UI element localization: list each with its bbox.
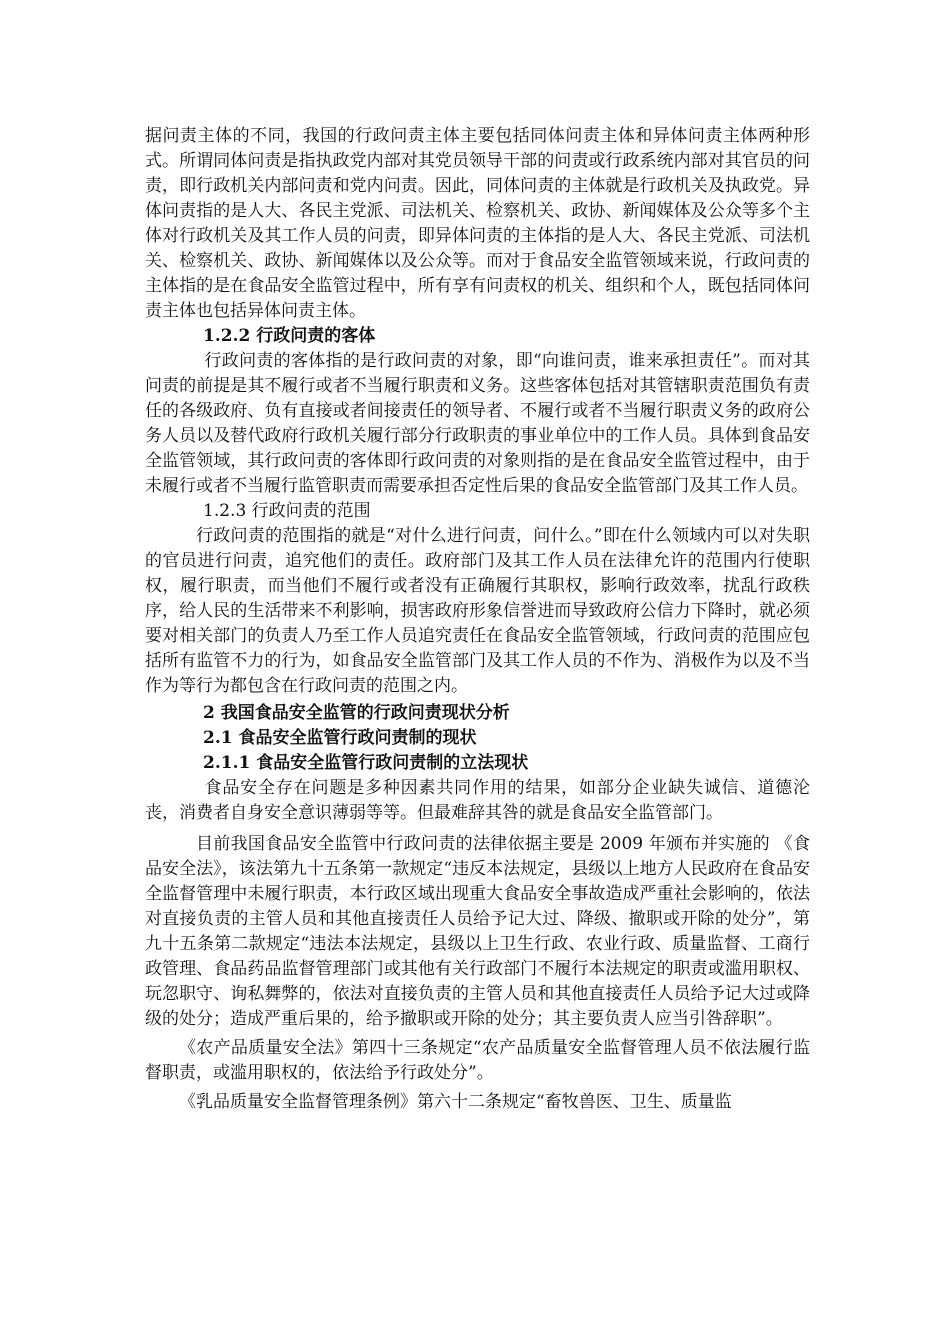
paragraph-agricultural-law: 《农产品质量安全法》第四十三条规定“农产品质量安全监督管理人员不依法履行监督职责，或滥用职权的，依法给予行政处分”。 xyxy=(145,1038,810,1083)
paragraph-legal-basis: 目前我国食品安全监管中行政问责的法律依据主要是 2009 年颁布并实施的 《食品安全法》，该法第九十五条第一款规定“违反本法规定，县级以上地方人民政府在食品安全监督管理中未履行职责，本行政区域出现重大食品安全事故造成严重社会影响的，依法对直接负责的主管人员和其他直接责任人员给予记大过、降级、撤职或开除的处分”，第九十五条第二款规定“违法本法规定，县级以上卫生行政、农业行政、质量监督、工商行政管理、食品药品监督管理部门或其他有关行政部门不履行本法规定的职责或滥用职权、玩忽职守、询私舞弊的，依法对直接负责的主管人员和其他直接责任人员给予记大过或降级的处分；造成严重后果的，给予撤职或开除的处分；其主要负责人应当引咎辞职”。 xyxy=(145,834,810,1029)
paragraph-food-safety-problems: 食品安全存在问题是多种因素共同作用的结果，如部分企业缺失诚信、道德沦丧，消费者自身安全意识薄弱等等。但最难辞其咎的就是食品安全监管部门。 xyxy=(145,778,810,823)
paragraph-accountability-object: 行政问责的客体指的是行政问责的对象，即“向谁问责，谁来承担责任”。而对其问责的前提是其不履行或者不当履行职责和义务。这些客体包括对其管辖职责范围负有责任的各级政府、负有直接或者间接责任的领导者、不履行或者不当履行职责义务的政府公务人员以及替代政府行政机关履行部分行政职责的事业单位中的工作人员。具体到食品安全监管领域，其行政问责的客体即行政问责的对象则指的是在食品安全监管过程中，由于未履行或者不当履行监管职责而需要承担否定性后果的食品安全监管部门及其工作人员。 xyxy=(145,351,810,496)
paragraph-accountability-scope: 行政问责的范围指的就是“对什么进行问责，问什么。”即在什么领域内可以对失职的官员进行问责，追究他们的责任。政府部门及其工作人员在法律允许的范围内行使职权，履行职责，而当他们不履行或者没有正确履行其职权，影响行政效率，扰乱行政秩序，给人民的生活带来不利影响，损害政府形象信誉进而导致政府公信力下降时，就必须要对相关部门的负责人乃至工作人员追究责任在食品安全监管领域，行政问责的范围应包括所有监管不力的行为，如食品安全监管部门及其工作人员的不作为、消极作为以及不当作为等行为都包含在行政问责的范围之内。 xyxy=(145,526,810,696)
heading-2-1: 2.1 食品安全监管行政问责制的现状 xyxy=(203,728,477,748)
heading-2: 2 我国食品安全监管的行政问责现状分析 xyxy=(203,703,510,723)
heading-1-2-3: 1.2.3 行政问责的范围 xyxy=(203,501,371,521)
document-page xyxy=(145,124,810,1115)
heading-2-1-1: 2.1.1 食品安全监管行政问责制的立法现状 xyxy=(203,753,529,773)
heading-1-2-2: 1.2.2 行政问责的客体 xyxy=(203,326,376,346)
paragraph-accountability-subject: 据问责主体的不同，我国的行政问责主体主要包括同体问责主体和异体问责主体两种形式。所谓同体问责是指执政党内部对其党员领导干部的问责或行政系统内部对其官员的问责，即行政机关内部问责和党内问责。因此，同体问责的主体就是行政机关及执政党。异体问责指的是人大、各民主党派、司法机关、检察机关、政协、新闻媒体及公众等多个主体对行政机关及其工作人员的问责，即异体问责的主体指的是人大、各民主党派、司法机关、检察机关、政协、新闻媒体以及公众等。而对于食品安全监管领域来说，行政问责的主体指的是在食品安全监管过程中，所有享有问责权的机关、组织和个人，既包括同体问责主体也包括异体问责主体。 xyxy=(145,126,810,321)
paragraph-dairy-regulation: 《乳品质量安全监督管理条例》第六十二条规定“畜牧兽医、卫生、质量监 xyxy=(179,1092,732,1112)
